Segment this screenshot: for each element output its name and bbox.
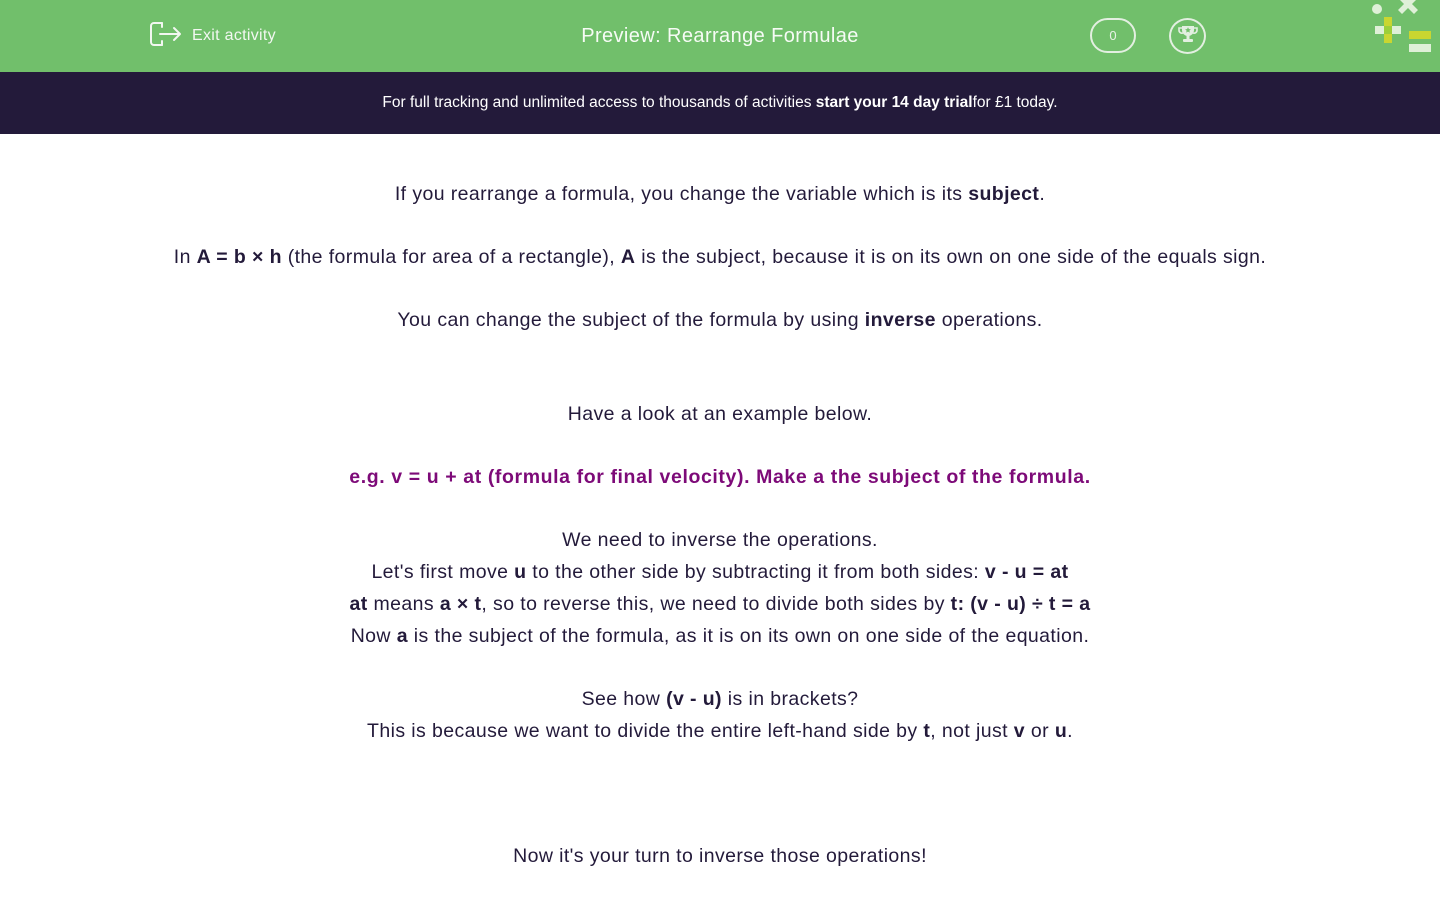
trophy-icon [1177, 23, 1199, 50]
lesson-content [160, 178, 1280, 872]
brackets-question: See how (v - u) is in brackets? [581, 688, 859, 710]
step-1: We need to inverse the operations. [562, 529, 878, 551]
score-counter: 0 [1090, 18, 1136, 53]
inverse-paragraph: You can change the subject of the formula by using inverse operations. [397, 309, 1043, 331]
promo-text-end: for £1 today. [972, 94, 1058, 111]
trophy-button[interactable] [1169, 18, 1206, 54]
top-header-bar [0, 0, 1440, 72]
exit-icon [149, 19, 183, 54]
page-title: Preview: Rearrange Formulae [581, 24, 859, 47]
example-intro: Have a look at an example below. [567, 403, 873, 425]
exit-activity-button[interactable] [149, 20, 276, 52]
start-trial-link[interactable]: start your 14 day trial [815, 94, 973, 111]
step-4: Now a is the subject of the formula, as it is on its own on one side of the equation. [350, 625, 1090, 647]
maths-symbols-logo [1368, 0, 1440, 56]
exit-activity-label: Exit activity [192, 27, 276, 44]
intro-paragraph: If you rearrange a formula, you change the variable which is its subject. [394, 183, 1046, 205]
step-3: at means a × t, so to reverse this, we need to divide both sides by t: (v - u) ÷ t = a [349, 593, 1091, 615]
step-2: Let's first move u to the other side by subtracting it from both sides: v - u = at [371, 561, 1069, 583]
promo-text: For full tracking and unlimited access to thousands of activities [382, 94, 812, 111]
trial-promo-banner [0, 72, 1440, 134]
brackets-explanation: This is because we want to divide the entire left-hand side by t, not just v or u. [367, 720, 1073, 742]
worked-example-question: e.g. v = u + at (formula for final velocity). Make a the subject of the formula. [349, 466, 1091, 488]
closing-prompt: Now it's your turn to inverse those operations! [513, 845, 927, 867]
rectangle-example-paragraph: In A = b × h (the formula for area of a rectangle), A is the subject, because it is on its own on one side of the equals sign. [173, 246, 1267, 268]
